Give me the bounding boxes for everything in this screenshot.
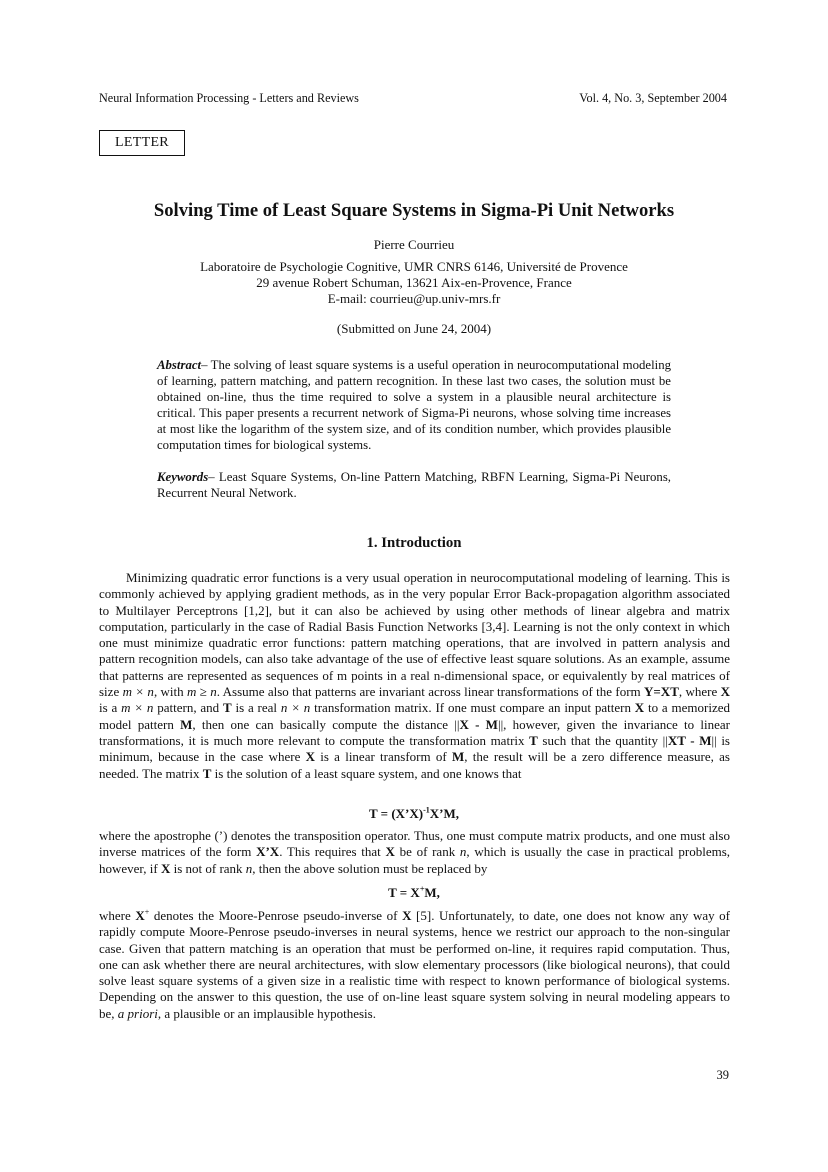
paper-title: Solving Time of Least Square Systems in Sigma-Pi Unit Networks — [153, 200, 675, 221]
author-email: E-mail: courrieu@up.univ-mrs.fr — [327, 291, 501, 306]
keywords-label: Keywords — [157, 470, 209, 484]
keywords — [157, 469, 671, 501]
equation-2: T = X+M, — [388, 884, 440, 900]
affiliation-line: Laboratoire de Psychologie Cognitive, UMR CNRS 6146, Université de Provence — [200, 259, 628, 274]
keywords-dash: – — [208, 470, 219, 484]
affiliation-line: 29 avenue Robert Schuman, 13621 Aix-en-Provence, France — [256, 275, 572, 290]
journal-name: Neural Information Processing - Letters and Reviews — [99, 91, 359, 105]
section-heading: 1. Introduction — [366, 535, 462, 551]
abstract — [157, 357, 671, 453]
volume-info: Vol. 4, No. 3, September 2004 — [579, 91, 727, 105]
keywords-text: Least Square Systems, On-line Pattern Matching, RBFN Learning, Sigma-Pi Neurons, Recurrent Neural Network. — [157, 470, 671, 500]
submission-date: (Submitted on June 24, 2004) — [336, 321, 492, 336]
abstract-label: Abstract — [157, 358, 202, 372]
intro-paragraph-1: Minimizing quadratic error functions is a very usual operation in neurocomputational modeling of learning. This is commonly achieved by applying gradient methods, as in the very popular Error Back-propagation algorithm associated to Multilayer Perceptrons [1,2], but it can also be achieved by using other methods of linear algebra and matrix computation, particularly in the case of Radial Basis Function Networks [3,4]. Learning is not the only context in which one must minimize quadratic error functions: pattern matching operations, that are involved in pattern analysis and pattern recognition models, can also take advantage of the use of effective least square solutions. As an example, assume that patterns are represented as sequences of m points in a real n-dimensional space, or equivalently by real matrices of size m × n, with m ≥ n. Assume also that patterns are invariant across linear transformations of the form Y=XT, where X is a m × n pattern, and T is a real n × n transformation matrix. If one must compare an input pattern X to a memorized model pattern M, then one can basically compute the distance ||X - M||, however, given the invariance to linear transformations, it is much more relevant to compute the transformation matrix T such that the quantity ||XT - M|| is minimum, because in the case where X is a linear transform of M, the result will be a zero difference measure, as needed. The matrix T is the solution of a least square system, and one knows that — [99, 570, 731, 781]
equation-1: T = (X’X)$^{-1}$X’M, — [368, 805, 460, 821]
affiliation — [0, 259, 828, 307]
abstract-dash: – — [201, 358, 211, 372]
intro-paragraph-2: where the apostrophe (’) denotes the transposition operator. Thus, one must compute matrix products, and one must also inverse matrices of the form X’X. This requires that X be of rank n, which is usually the case in practical problems, however, if X is not of rank n, then the above solution must be replaced by — [99, 828, 731, 876]
running-header — [99, 91, 727, 107]
abstract-text: The solving of least square systems is a useful operation in neurocomputational modeling of learning, pattern matching, and pattern recognition. In these last two cases, the solution must be obtained on-line, thus the time required to solve a system in a plausible neural architecture is critical. This paper presents a recurrent network of Sigma-Pi neurons, whose solving time increases at most like the logarithm of the system size, and of its condition number, which provides plausible computation times for biological systems. — [157, 358, 671, 452]
letter-label: LETTER — [99, 130, 185, 156]
page-number: 39 — [716, 1068, 729, 1082]
author-name: Pierre Courrieu — [373, 237, 455, 252]
intro-paragraph-3: where X+ denotes the Moore-Penrose pseudo-inverse of X [5]. Unfortunately, to date, one does not know any way of rapidly compute Moore-Penrose pseudo-inverses in neural systems, hence we restrict our approach to the non-singular case. Given that pattern matching is an operation that must be performed on-line, it requires rapid computation. Thus, one can ask whether there are neural architectures, with slow elementary processors (like biological neurons), that could solve least square systems of a given size in a realistic time with respect to known performance of biological systems. Depending on the answer to this question, the use of on-line least square system solving in neural modeling appears to be, a priori, a plausible or an implausible hypothesis. — [99, 907, 731, 1021]
